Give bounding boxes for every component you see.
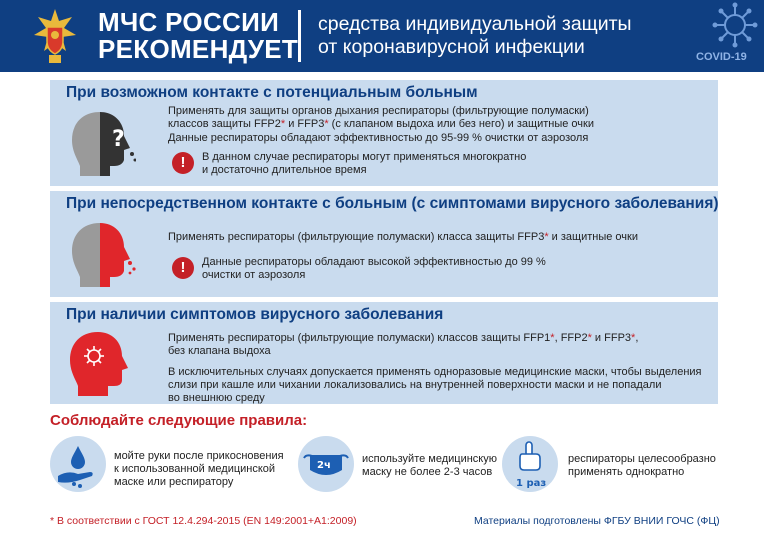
rule-3-text (568, 453, 716, 479)
asterisk: * (631, 332, 636, 344)
asterisk: * (544, 231, 549, 243)
section3-text1-line1: Применять респираторы (фильтрующие полумаски) классов защиты FFP1*, FFP2* и FFP3*, (168, 332, 639, 344)
section1-text1-line1: Применять для защиты органов дыхания респираторы (фильтрующие полумаски) (168, 105, 589, 117)
brand-line2: РЕКОМЕНДУЕТ (98, 34, 299, 64)
warning-icon: ! (172, 152, 194, 174)
subtitle-line1: средства индивидуальной защиты (318, 13, 632, 35)
hand-wash-icon (50, 436, 106, 492)
goggles-text: и защитные очки (548, 231, 638, 243)
section1-warning (202, 151, 526, 177)
section1-text2: Данные респираторы обладают эффективностью до 95-99 % очистки от аэрозоля (168, 132, 589, 144)
section3-text2-line1: В исключительных случаях допускается применять одноразовые медицинские маски, чтобы выделения (168, 366, 702, 378)
ffp2-label: классов защиты FFP2 (168, 118, 281, 130)
section2-warning (202, 256, 546, 282)
svg-text:?: ? (112, 127, 125, 152)
mask-label: 2ч (317, 460, 331, 471)
section-title: При возможном контакте с потенциальным больным (66, 84, 478, 101)
asterisk: * (324, 118, 329, 130)
ffp3-label: и FFP3 (285, 118, 325, 130)
rule-2-line2: маску не более 2-3 часов (362, 466, 493, 478)
section-possible-contact (50, 80, 718, 186)
asterisk: * (280, 118, 286, 130)
section2-warning-line2: очистки от аэрозоля (202, 269, 306, 281)
question-head-icon (64, 110, 136, 178)
valve-note: (с клапаном выдоха или без него) и защитные очки (328, 118, 594, 130)
rule-1-line2: к использованной медицинской (114, 463, 276, 475)
section-symptoms (50, 302, 718, 404)
rule-3-line2: применять однократно (568, 466, 685, 478)
section1-warning-line1: В данном случае респираторы могут применяться многократно (202, 151, 527, 163)
one-time-icon (502, 436, 558, 492)
asterisk: * (587, 332, 592, 344)
section2-text1 (168, 231, 638, 244)
header (0, 0, 764, 72)
section1-warning-line2: и достаточно длительное время (202, 164, 367, 176)
rules-title: Соблюдайте следующие правила: (50, 412, 308, 429)
warning-icon: ! (172, 257, 194, 279)
sneeze-head-icon (64, 221, 136, 289)
header-separator (298, 10, 301, 62)
asterisk: * (550, 332, 555, 344)
coronavirus-icon (712, 2, 758, 48)
footer-standard-note: * В соответствии с ГОСТ 12.4.294-2015 (EN 149:2001+A1:2009) (50, 515, 357, 527)
section3-text1-line2: без клапана выдоха (168, 345, 271, 357)
section1-text1 (168, 105, 594, 131)
ffp2-text: , FFP2 (554, 332, 588, 344)
section3-text2-line2: слизи при кашле или чихании локализовались на внутренней поверхности маски и не попадали (168, 379, 662, 391)
rule-2-text (362, 453, 497, 479)
emblem-icon (32, 7, 78, 65)
brand-line1: МЧС РОССИИ (98, 7, 280, 37)
rule-3-line1: респираторы целесообразно (568, 453, 716, 465)
rule-1-line1: мойте руки после прикосновения (114, 450, 284, 462)
section3-text2 (168, 366, 702, 405)
infected-head-icon (64, 330, 136, 398)
section1-text1-line2 (168, 118, 594, 131)
subtitle-line2: от коронавирусной инфекции (318, 36, 585, 58)
rule-1-text (114, 450, 284, 489)
rule-1-line3: маске или респиратору (114, 476, 234, 488)
brand (98, 9, 298, 63)
section-title: При наличии симптомов вирусного заболевания (66, 306, 444, 323)
section2-warning-line1: Данные респираторы обладают высокой эффективностью до 99 % (202, 256, 546, 268)
rule-2-line1: используйте медицинскую (362, 453, 497, 465)
mask-icon (298, 436, 354, 492)
ffp3-text: Применять респираторы (фильтрующие полумаски) класса защиты FFP3 (168, 231, 545, 243)
one-time-label: 1 раз (516, 478, 547, 489)
section3-text2-line3: во внешнюю среду (168, 392, 265, 404)
section-title: При непосредственном контакте с больным (с симптомами вирусного заболевания) (66, 195, 719, 212)
ffp1-text: Применять респираторы (фильтрующие полумаски) классов защиты FFP1 (168, 332, 551, 344)
footer-credits: Материалы подготовлены ФГБУ ВНИИ ГОЧС (ФЦ) (474, 515, 720, 527)
ffp3-text: и FFP3 (591, 332, 632, 344)
covid-badge: COVID-19 (696, 51, 747, 63)
subtitle (318, 13, 632, 59)
section-direct-contact (50, 191, 718, 297)
section3-text1 (168, 332, 638, 358)
